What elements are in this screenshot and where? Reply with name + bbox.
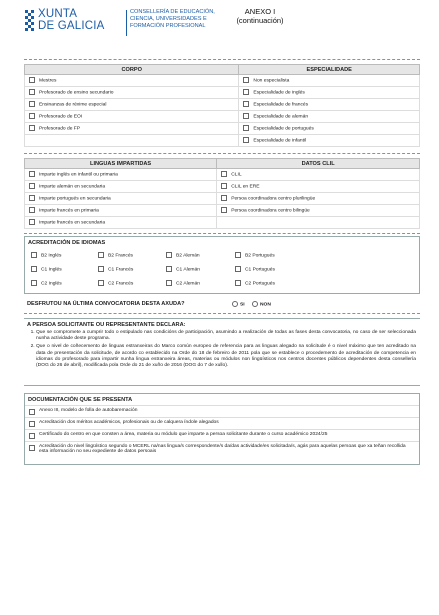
corpo-label: Profesorado de EOI bbox=[39, 114, 83, 120]
lingua-cell[interactable] bbox=[25, 205, 217, 217]
department-name bbox=[130, 9, 215, 30]
language-certificate-label: B2 Alemán bbox=[176, 253, 200, 259]
checkbox[interactable] bbox=[29, 125, 35, 131]
language-certificate-option[interactable] bbox=[235, 252, 275, 258]
question-text: DESFRUTOU NA ÚLTIMA CONVOCATORIA DESTA AXUDA? bbox=[27, 301, 185, 307]
language-certificate-option[interactable] bbox=[98, 280, 133, 286]
language-certificate-label: B2 Portugués bbox=[245, 253, 275, 259]
checkbox[interactable] bbox=[243, 125, 249, 131]
language-certificate-option[interactable] bbox=[235, 280, 275, 286]
language-certificate-label: C2 Inglés bbox=[41, 281, 62, 287]
declaration-section bbox=[24, 318, 420, 386]
checkbox[interactable] bbox=[29, 421, 35, 427]
checkbox[interactable] bbox=[221, 207, 227, 213]
language-certificate-option[interactable] bbox=[235, 266, 275, 272]
corpo-cell[interactable] bbox=[25, 87, 239, 99]
checkbox[interactable] bbox=[29, 77, 35, 83]
radio-yes[interactable] bbox=[232, 301, 245, 307]
language-certificate-label: C2 Francés bbox=[108, 281, 134, 287]
corpo-row bbox=[25, 75, 420, 87]
xunta-logo-icon bbox=[24, 10, 36, 32]
especialidade-cell[interactable] bbox=[239, 123, 420, 135]
linguas-row bbox=[25, 181, 420, 193]
clil-cell[interactable] bbox=[217, 217, 420, 229]
language-certificate-label: C1 Inglés bbox=[41, 267, 62, 273]
especialidade-label: Especialidade de portugués bbox=[253, 126, 314, 132]
corpo-label: Ensinanzas de réxime especial bbox=[39, 102, 107, 108]
logo-text bbox=[38, 8, 105, 32]
lingua-label: Imparte inglés en infantil ou primaria bbox=[39, 172, 118, 178]
clil-label: CLIL en ERE bbox=[231, 184, 260, 190]
corpo-section bbox=[24, 64, 420, 147]
annex-title bbox=[220, 8, 300, 25]
especialidade-label: Especialidade de alemán bbox=[253, 114, 309, 120]
clil-cell[interactable] bbox=[217, 205, 420, 217]
document-label: Anexo III, modelo de folla de autobaremación bbox=[39, 408, 138, 413]
radio-yes-label: SI bbox=[240, 302, 245, 308]
document-label: Certificado do centro en que consten a área, materia ou módulo que imparte a persoa solicitante durante o curso académico 2024/25 bbox=[39, 432, 328, 437]
language-certificate-option[interactable] bbox=[98, 266, 133, 272]
declaration-item: 2. Que o nivel de coñecemento de linguas estranxeiras do Marco común europeo de referencia para as linguas alegado na solicitude é o nivel máximo que ten acreditado na data de presentación da solicitude, de acordo co establecido na Orde do 18 de febreiro de 2011 pola que se establece o procedemento de acreditación de competencia en idiomas do profesorado para impartir nunha lingua estranxeira áreas, materias ou módulos non lingüísticos nos centros docentes públicos dependentes desta consellería (DOG do 26 de abril), modificada pola Orde do 21 de xuño de 2016 (DOG do 7 de xullo). bbox=[36, 344, 416, 369]
radio-no-label: NON bbox=[260, 302, 271, 308]
especialidade-label: Non especialista bbox=[253, 78, 290, 84]
corpo-header: CORPO bbox=[25, 65, 239, 75]
lingua-label: Imparte alemán en secundaria bbox=[39, 184, 106, 190]
lingua-cell[interactable] bbox=[25, 169, 217, 181]
especialidade-label: Especialidade de francés bbox=[253, 102, 309, 108]
lingua-label: Imparte portugués en secundaria bbox=[39, 196, 111, 202]
logo-separator bbox=[126, 10, 127, 36]
language-certificate-option[interactable] bbox=[31, 280, 62, 286]
acreditacion-title: ACREDITACIÓN DE IDIOMAS bbox=[28, 240, 106, 246]
clil-cell[interactable] bbox=[217, 181, 420, 193]
language-certificate-option[interactable] bbox=[166, 266, 200, 272]
clil-header: DATOS CLIL bbox=[217, 159, 420, 169]
linguas-row bbox=[25, 169, 420, 181]
corpo-label: Mestres bbox=[39, 78, 57, 84]
documentation-section bbox=[24, 393, 420, 465]
corpo-row bbox=[25, 111, 420, 123]
document-row[interactable] bbox=[25, 405, 419, 417]
checkbox[interactable] bbox=[221, 183, 227, 189]
checkbox[interactable] bbox=[98, 252, 104, 258]
language-certificate-label: B2 Inglés bbox=[41, 253, 62, 259]
lingua-cell[interactable] bbox=[25, 217, 217, 229]
lingua-cell[interactable] bbox=[25, 193, 217, 205]
checkbox[interactable] bbox=[29, 219, 35, 225]
especialidade-label: Especialidade de infantil bbox=[253, 138, 307, 144]
lingua-label: Imparte francés en primaria bbox=[39, 208, 99, 214]
checkbox[interactable] bbox=[29, 195, 35, 201]
language-certificate-option[interactable] bbox=[31, 266, 62, 272]
checkbox[interactable] bbox=[29, 433, 35, 439]
section-divider bbox=[24, 59, 420, 60]
especialidade-header: ESPECIALIDADE bbox=[239, 65, 420, 75]
especialidade-cell[interactable] bbox=[239, 75, 420, 87]
language-certificate-label: C1 Alemán bbox=[176, 267, 200, 273]
corpo-label: Profesorado de ensino secundario bbox=[39, 90, 114, 96]
clil-label: Persoa coordinadora centro plurilingüe bbox=[231, 196, 316, 202]
clil-cell[interactable] bbox=[217, 169, 420, 181]
corpo-label: Profesorado de FP bbox=[39, 126, 81, 132]
clil-cell[interactable] bbox=[217, 193, 420, 205]
linguas-row bbox=[25, 205, 420, 217]
corpo-row bbox=[25, 99, 420, 111]
lingua-cell[interactable] bbox=[25, 181, 217, 193]
lingua-label: Imparte francés en secundaria bbox=[39, 220, 106, 226]
section-divider bbox=[24, 153, 420, 154]
clil-label: CLIL bbox=[231, 172, 242, 178]
corpo-cell[interactable] bbox=[25, 135, 239, 147]
corpo-cell[interactable] bbox=[25, 123, 239, 135]
checkbox[interactable] bbox=[31, 280, 37, 286]
especialidade-cell[interactable] bbox=[239, 99, 420, 111]
checkbox[interactable] bbox=[29, 89, 35, 95]
language-certificate-option[interactable] bbox=[166, 252, 200, 258]
linguas-section bbox=[24, 158, 420, 229]
checkbox[interactable] bbox=[166, 280, 172, 286]
linguas-row bbox=[25, 217, 420, 229]
corpo-row bbox=[25, 123, 420, 135]
declaration-list bbox=[28, 330, 416, 369]
corpo-table bbox=[24, 64, 420, 147]
especialidade-cell[interactable] bbox=[239, 135, 420, 147]
dept-line-1: CONSELLERÍA DE EDUCACIÓN, bbox=[130, 9, 215, 15]
declaration-body bbox=[24, 330, 420, 369]
radio-no[interactable] bbox=[252, 301, 271, 307]
especialidade-label: Especialidade de inglés bbox=[253, 90, 305, 96]
checkbox[interactable] bbox=[29, 207, 35, 213]
logo-line-1: XUNTA bbox=[38, 8, 78, 20]
especialidade-cell[interactable] bbox=[239, 87, 420, 99]
page-header bbox=[24, 8, 424, 48]
language-certificate-option[interactable] bbox=[166, 280, 200, 286]
radio-yes-circle[interactable] bbox=[232, 301, 238, 307]
section-divider bbox=[24, 313, 420, 314]
checkbox[interactable] bbox=[29, 113, 35, 119]
checkbox[interactable] bbox=[29, 101, 35, 107]
corpo-cell[interactable] bbox=[25, 99, 239, 111]
checkbox[interactable] bbox=[235, 252, 241, 258]
document-row[interactable] bbox=[25, 441, 419, 456]
checkbox[interactable] bbox=[31, 266, 37, 272]
checkbox[interactable] bbox=[98, 280, 104, 286]
checkbox[interactable] bbox=[243, 137, 249, 143]
linguas-header: LINGUAS IMPARTIDAS bbox=[25, 159, 217, 169]
clil-label: Persoa coordinadora centro bilingüe bbox=[231, 208, 310, 214]
checkbox[interactable] bbox=[221, 195, 227, 201]
language-certificate-label: C2 Portugués bbox=[245, 281, 275, 287]
corpo-row bbox=[25, 135, 420, 147]
corpo-cell[interactable] bbox=[25, 75, 239, 87]
checkbox[interactable] bbox=[243, 89, 249, 95]
document-label: Acreditación do nivel lingüístico segundo o MCERL na/nas lingua/s correspondente/s da/das actividade/es solicitada/s, agás para aquelas persoas que xa teñan recollida esta información no seu expediente de datos persoais bbox=[39, 444, 406, 454]
checkbox[interactable] bbox=[31, 252, 37, 258]
language-certificate-label: C1 Portugués bbox=[245, 267, 275, 273]
dept-line-2: CIENCIA, UNIVERSIDADES E bbox=[130, 16, 207, 22]
logo-line-2: DE GALICIA bbox=[38, 20, 105, 32]
corpo-cell[interactable] bbox=[25, 111, 239, 123]
checkbox[interactable] bbox=[29, 171, 35, 177]
section-divider bbox=[24, 233, 420, 234]
checkbox[interactable] bbox=[29, 409, 35, 415]
declaration-title: A PERSOA SOLICITANTE OU REPRESENTANTE DECLARA: bbox=[27, 322, 186, 328]
document-label: Acreditación dos méritos académicos, profesionais ou de calquera índole alegados bbox=[39, 420, 219, 425]
checkbox[interactable] bbox=[29, 183, 35, 189]
language-certificate-label: C1 Francés bbox=[108, 267, 134, 273]
document-row[interactable] bbox=[25, 417, 419, 429]
annex-subtitle: (continuación) bbox=[236, 15, 284, 25]
checkbox[interactable] bbox=[243, 113, 249, 119]
checkbox[interactable] bbox=[98, 266, 104, 272]
linguas-row bbox=[25, 193, 420, 205]
language-certificate-option[interactable] bbox=[31, 252, 61, 258]
acreditacion-section bbox=[24, 236, 420, 294]
checkbox[interactable] bbox=[235, 266, 241, 272]
linguas-table bbox=[24, 158, 420, 229]
document-row[interactable] bbox=[25, 429, 419, 441]
declaration-item: 1. Que se compromete a cumprir todo o estipulado nas condicións de participación, asumindo a realización de todas as fases desta convocatoria, no caso de ser seleccionada nunha actividade deste programa. bbox=[36, 330, 416, 342]
documentation-list bbox=[25, 405, 419, 456]
checkbox[interactable] bbox=[221, 171, 227, 177]
documentation-title: DOCUMENTACIÓN QUE SE PRESENTA bbox=[28, 397, 133, 403]
checkbox[interactable] bbox=[166, 252, 172, 258]
language-certificate-option[interactable] bbox=[98, 252, 133, 258]
dept-line-3: FORMACIÓN PROFESIONAL bbox=[130, 23, 206, 29]
checkbox[interactable] bbox=[243, 101, 249, 107]
radio-no-circle[interactable] bbox=[252, 301, 258, 307]
especialidade-cell[interactable] bbox=[239, 111, 420, 123]
checkbox[interactable] bbox=[235, 280, 241, 286]
corpo-row bbox=[25, 87, 420, 99]
checkbox[interactable] bbox=[166, 266, 172, 272]
language-certificate-label: B2 Francés bbox=[108, 253, 134, 259]
checkbox[interactable] bbox=[29, 445, 35, 451]
annex-title-text: ANEXO I bbox=[244, 7, 276, 16]
language-certificate-label: C2 Alemán bbox=[176, 281, 200, 287]
checkbox[interactable] bbox=[243, 77, 249, 83]
